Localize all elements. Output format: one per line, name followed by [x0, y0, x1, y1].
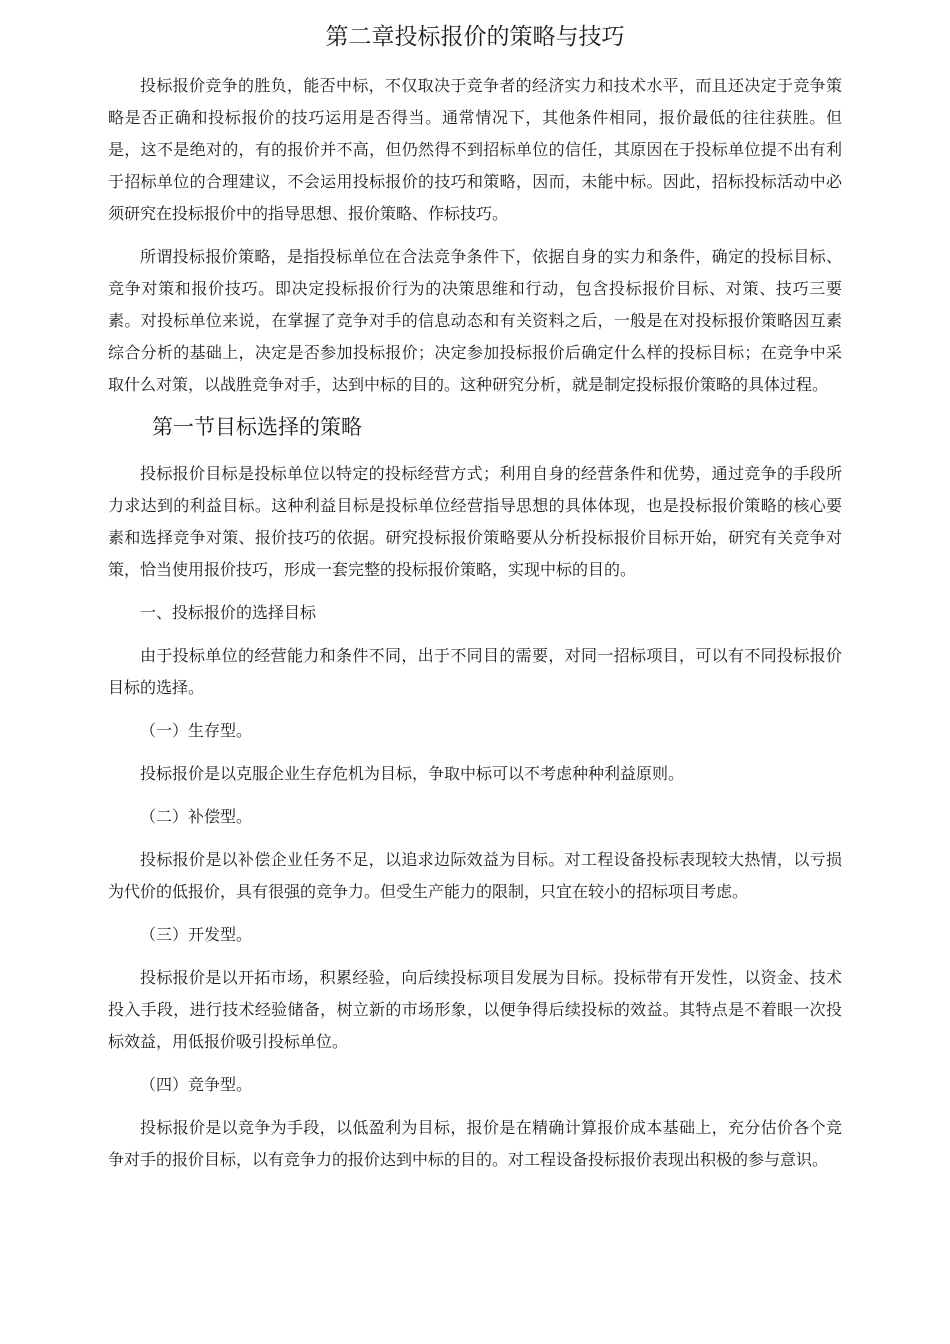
intro-paragraph-2: 所谓投标报价策略，是指投标单位在合法竞争条件下，依据自身的实力和条件，确定的投标目标、竞争对策和报价技巧。即决定投标报价行为的决策思维和行动，包含投标报价目标、对策、技巧三要素。对投标单位来说，在掌握了竞争对手的信息动态和有关资料之后，一般是在对投标报价策略因互素综合分析的基础上，决定是否参加投标报价；决定参加投标报价后确定什么样的投标目标；在竞争中采取什么对策，以战胜竞争对手，达到中标的目的。这种研究分析，就是制定投标报价策略的具体过程。 — [108, 247, 842, 394]
type-paragraph-survival: 投标报价是以克服企业生存危机为目标，争取中标可以不考虑种种利益原则。 — [140, 764, 685, 783]
subsection-heading: 一、投标报价的选择目标 — [140, 603, 317, 622]
chapter-title: 第二章投标报价的策略与技巧 — [325, 24, 625, 50]
type-paragraph-compensation: 投标报价是以补偿企业任务不足，以追求边际效益为目标。对工程设备投标表现较大热情，以亏损为代价的低报价，具有很强的竞争力。但受生产能力的限制，只宜在较小的招标项目考虑。 — [108, 850, 842, 901]
section-paragraph-1: 投标报价目标是投标单位以特定的投标经营方式；利用自身的经营条件和优势，通过竞争的手段所力求达到的利益目标。这种利益目标是投标单位经营指导思想的具体体现，也是投标报价策略的核心要素和选择竞争对策、报价技巧的依据。研究投标报价策略要从分析投标报价目标开始，研究有关竞争对策，恰当使用报价技巧，形成一套完整的投标报价策略，实现中标的目的。 — [108, 464, 842, 579]
intro-paragraph-1: 投标报价竞争的胜负，能否中标，不仅取决于竞争者的经济实力和技术水平，而且还决定于竞争策略是否正确和投标报价的技巧运用是否得当。通常情况下，其他条件相同，报价最低的往往获胜。但是，这不是绝对的，有的报价并不高，但仍然得不到招标单位的信任，其原因在于投标单位提不出有利于招标单位的合理建议，不会运用投标报价的技巧和策略，因而，未能中标。因此，招标投标活动中必须研究在投标报价中的指导思想、报价策略、作标技巧。 — [108, 76, 842, 223]
type-paragraph-development: 投标报价是以开拓市场，积累经验，向后续投标项目发展为目标。投标带有开发性，以资金、技术投入手段，进行技术经验储备，树立新的市场形象，以便争得后续投标的效益。其特点是不着眼一次投标效益，用低报价吸引投标单位。 — [108, 968, 842, 1051]
section-title: 第一节目标选择的策略 — [152, 415, 362, 439]
type-heading-competition: （四）竞争型。 — [140, 1075, 253, 1094]
subsection-paragraph: 由于投标单位的经营能力和条件不同，出于不同目的需要，对同一招标项目，可以有不同投标报价目标的选择。 — [108, 646, 842, 697]
type-heading-compensation: （二）补偿型。 — [140, 807, 253, 826]
type-paragraph-competition: 投标报价是以竞争为手段，以低盈利为目标，报价是在精确计算报价成本基础上，充分估价各个竞争对手的报价目标，以有竞争力的报价达到中标的目的。对工程设备投标报价表现出积极的参与意识。 — [108, 1118, 842, 1169]
type-heading-survival: （一）生存型。 — [140, 721, 253, 740]
type-heading-development: （三）开发型。 — [140, 925, 253, 944]
